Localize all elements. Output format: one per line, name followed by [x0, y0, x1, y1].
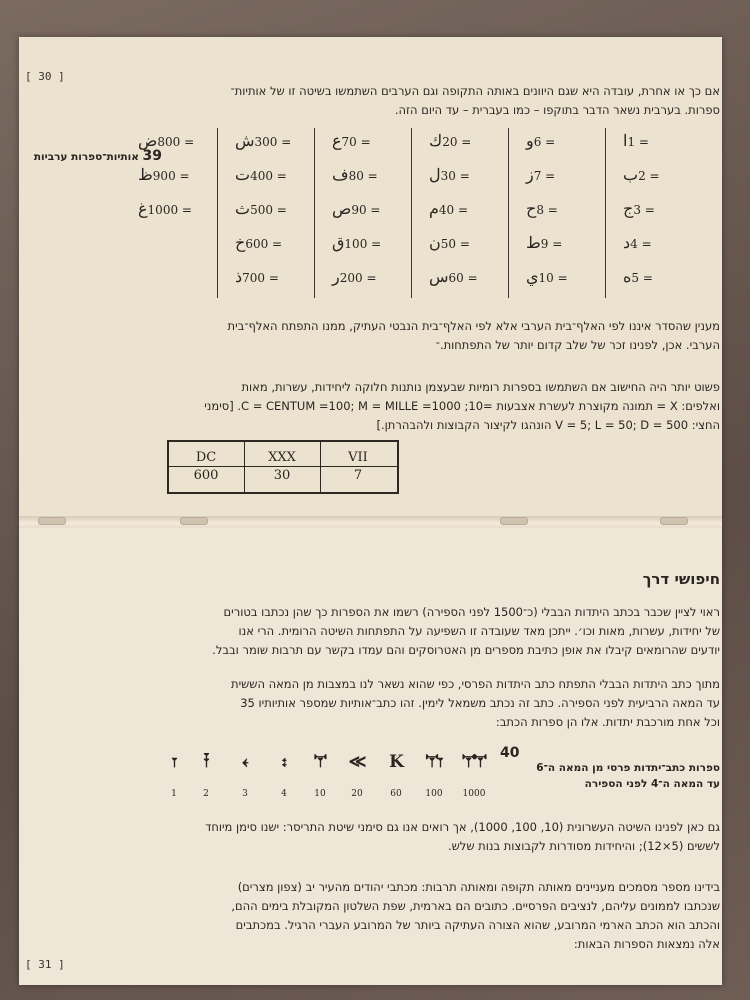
text-line: בידינו מספר מסמכים מעניינים מאותה תקופה ומאותה תרבות: מכתבי יהודים מהעיר יב (צפון מצרים) — [237, 880, 720, 894]
numeral-value: 700 = — [242, 271, 279, 285]
arabic-numeral-cell — [229, 198, 287, 220]
arabic-numeral-cell — [423, 164, 470, 186]
text-line: ואלפים: X = תמונה מקוצרת לעשרת אצבעות =10; C = CENTUM =100; M = MILLE =1000. [סימני — [204, 399, 720, 413]
roman-cell — [169, 442, 243, 492]
staple — [660, 517, 688, 525]
numeral-value: 8 = — [536, 203, 558, 217]
numeral-value: 20 = — [442, 135, 472, 149]
arabic-letter: س — [429, 267, 449, 286]
arabic-numeral-cell — [229, 266, 279, 288]
arabic-numeral-cell — [229, 164, 287, 186]
arabic-letter: ش — [235, 131, 255, 150]
text-line: וכל אחת מורכבת יתדות. אלו הן ספרות הכתב: — [495, 715, 720, 729]
arabic-numeral-cell — [423, 198, 468, 220]
column-divider — [508, 128, 509, 298]
arabic-numeral-cell — [326, 130, 371, 152]
numeral-value: 400 = — [250, 169, 287, 183]
arabic-numeral-cell — [229, 130, 291, 152]
arabic-numeral-cell — [132, 164, 190, 186]
arabic-numeral-cell — [617, 232, 652, 254]
arabic-letter: ح — [526, 199, 537, 218]
numeral-value: 80 = — [348, 169, 378, 183]
roman-numeral: XXX — [268, 450, 296, 465]
cuneiform-symbol: 𐏑 — [171, 752, 177, 772]
numeral-value: 6 = — [533, 135, 556, 149]
page-number-bottom: [ 31 ] — [25, 958, 65, 971]
numeral-value: 900 = — [152, 169, 190, 183]
arabic-letter: ا — [623, 131, 628, 150]
figure-40-caption — [510, 760, 720, 792]
roman-numeral: VII — [348, 450, 368, 465]
text-line: ראוי לציין שכבר בכתב היתדות הבבלי (כ־1500 לפני הספירה) רשמו את הספרות כך שהן נכתבו בטורים — [223, 605, 720, 619]
arabic-letter: د — [623, 233, 631, 252]
arabic-letter: ذ — [235, 267, 243, 286]
arabic-numeral-cell — [520, 164, 555, 186]
cuneiform-numeral — [456, 752, 492, 799]
cuneiform-value: 2 — [203, 789, 209, 799]
cuneiform-symbol: ≪ — [348, 752, 366, 772]
cuneiform-value: 1 — [171, 789, 177, 799]
arabic-numeral-cell — [423, 130, 471, 152]
numeral-value: 10 = — [538, 271, 568, 285]
cuneiform-symbol: 𐏕 — [314, 752, 326, 772]
figure-caption: אותיות־ספרות ערביות — [33, 151, 139, 163]
numeral-value: 40 = — [438, 203, 469, 217]
arabic-numeral-cell — [132, 130, 194, 152]
arabic-letter: ص — [332, 199, 352, 218]
numeral-value: 200 = — [339, 271, 377, 285]
page-number-top: [ 30 ] — [25, 70, 65, 83]
numeral-value: 60 = — [448, 271, 478, 285]
numeral-value: 5 = — [631, 271, 653, 285]
numeral-value: 90 = — [351, 203, 381, 217]
cuneiform-value: 3 — [242, 789, 248, 799]
arabic-letter: ط — [526, 233, 541, 252]
arabic-letter: ي — [526, 267, 539, 286]
arabic-numeral-cell — [229, 232, 282, 254]
arabic-letter: ت — [235, 165, 251, 184]
arabic-letter: ك — [429, 131, 443, 150]
arabic-letter: ه — [623, 267, 632, 286]
cuneiform-symbol: 𐏕𐏕 — [462, 752, 486, 772]
cuneiform-numeral — [227, 752, 263, 799]
cuneiform-numeral — [266, 752, 302, 799]
text-line: שנכתבו לממונים עליהם, לנציבים הפרסיים. כתובים הם בארמית, שפת השלטון המקובלת בימים ההם, — [231, 899, 720, 913]
column-divider — [314, 128, 315, 298]
column-divider — [217, 128, 218, 298]
staple — [180, 517, 208, 525]
roman-value: 600 — [193, 468, 219, 483]
arabic-numeral-cell — [326, 266, 377, 288]
text-line: מענין שהסדר איננו לפי האלף־בית הערבי אלא לפי האלף־בית הנבטי העתיק, ממנו התפתח האלף־בית — [227, 319, 720, 333]
cuneiform-value: 100 — [425, 789, 443, 799]
arabic-numeral-cell — [617, 164, 660, 186]
arabic-letter: ج — [623, 199, 634, 218]
arabic-letter: ب — [623, 165, 639, 184]
arabic-numeral-cell — [326, 232, 381, 254]
arabic-letter: ر — [332, 267, 340, 286]
arabic-numeral-cell — [520, 232, 562, 254]
cuneiform-symbol: 𐏕𐏑 — [425, 752, 443, 772]
arabic-letter: خ — [235, 233, 246, 252]
roman-cell — [321, 442, 395, 492]
cuneiform-symbol: K — [389, 752, 403, 772]
section-heading: חיפושי דרך — [642, 570, 720, 588]
numeral-value: 500 = — [250, 203, 287, 217]
arabic-numeral-cell — [520, 266, 568, 288]
arabic-letter: غ — [138, 199, 148, 218]
cuneiform-value: 60 — [390, 789, 402, 799]
text-line: יודעים שהרומאים קיבלו את אופן כתיבת מספרים מן האטרוסקים והם עמדו בקשר עם תרבות שומר ובבל. — [212, 643, 720, 657]
numeral-value: 300 = — [254, 135, 292, 149]
paragraph-b2 — [70, 675, 720, 732]
cuneiform-numeral — [302, 752, 338, 799]
arabic-letter: ث — [235, 199, 251, 218]
text-line: עד המאה הרביעית לפני הספירה. כתב זה נכתב משמאל לימין. זהו כתב־אותיות שמספר אותיותיו 35 — [240, 696, 720, 710]
numeral-value: 4 = — [630, 237, 652, 251]
arabic-numeral-cell — [617, 198, 655, 220]
arabic-letter: ن — [429, 233, 441, 252]
text-line: של יחידות, עשרות, מאות וכו׳. ייתכן מאד שעובדה זו השפיעה על התפתחות השיטה הרומית. הרי אנו — [238, 624, 720, 638]
intro-paragraph — [80, 82, 720, 120]
arabic-letter: ق — [332, 233, 345, 252]
cuneiform-numeral — [156, 752, 192, 799]
cuneiform-symbol: 𐏓 — [242, 752, 248, 772]
paragraph-3 — [80, 378, 720, 435]
numeral-value: 800 = — [157, 135, 195, 149]
paragraph-b1 — [70, 603, 720, 660]
arabic-numeral-cell — [326, 198, 380, 220]
numeral-value: 1000 = — [147, 203, 192, 217]
numeral-value: 50 = — [440, 237, 470, 251]
cuneiform-numeral — [188, 752, 224, 799]
numeral-value: 3 = — [633, 203, 655, 217]
arabic-numeral-cell — [423, 266, 478, 288]
arabic-numeral-cell — [617, 130, 649, 152]
roman-numeral: DC — [195, 450, 217, 465]
roman-value: 7 — [353, 468, 363, 483]
text-line: אם כך או אחרת, עובדה היא שגם היוונים באותה התקופה וגם הערבים השתמשו בשיטה זו של אותיות־ — [230, 84, 720, 98]
arabic-numeral-cell — [326, 164, 378, 186]
text-line: הערבי. אכן, לפנינו זכר של שלב קדום יותר של התפתחות.־ — [435, 338, 720, 352]
caption-line: עד המאה ה־4 לפני הספירה — [584, 778, 720, 790]
numeral-value: 7 = — [533, 169, 556, 183]
text-line: אלה נמצאות הספרות הבאות: — [573, 937, 720, 951]
text-line: החצי: V = 5; L = 50; D = 500 הונהגו לקיצור הקבוצות ולהבהרתן.] — [376, 418, 720, 432]
text-line: מתוך כתב היתדות הבבלי התפתח כתב היתדות הפרסי, כפי שהוא נשאר לנו במצבות מן המאה הששית — [231, 677, 720, 691]
staple — [500, 517, 528, 525]
paragraph-b4 — [70, 878, 720, 954]
arabic-numeral-cell — [617, 266, 653, 288]
staple — [38, 517, 66, 525]
arabic-letter: ز — [526, 165, 534, 184]
roman-cell — [245, 442, 319, 492]
cuneiform-value: 20 — [351, 789, 363, 799]
book-fold — [19, 516, 722, 528]
column-divider — [411, 128, 412, 298]
arabic-letter: م — [429, 199, 439, 218]
roman-numerals-table — [167, 440, 399, 494]
cuneiform-value: 4 — [281, 789, 287, 799]
paragraph-b3 — [70, 818, 720, 856]
caption-line: ספרות כתב־יתדות פרסי מן המאה ה־6 — [536, 762, 720, 774]
figure-number: 39 — [142, 148, 162, 164]
cuneiform-symbol: 𐏒 — [203, 752, 209, 772]
numeral-value: 70 = — [341, 135, 371, 149]
arabic-numeral-cell — [132, 198, 192, 220]
text-line: ספרות. בערבית נשאר הדבר בתוקפו – כמו בעברית – עד היום הזה. — [394, 103, 720, 117]
cuneiform-numeral — [378, 752, 414, 799]
arabic-letter: ف — [332, 165, 349, 184]
arabic-numeral-cell — [520, 198, 558, 220]
paragraph-2 — [80, 317, 720, 355]
arabic-letter: ظ — [138, 165, 153, 184]
cuneiform-numeral — [339, 752, 375, 799]
figure-40-number — [500, 745, 700, 761]
figure-number: 40 — [500, 745, 520, 761]
text-line: פשוט יותר היה החישוב אם השתמשו בספרות רומיות שבעצמן נותנות חלוקה ליחידות, עשרות, מאות — [241, 380, 720, 394]
roman-value: 30 — [273, 468, 291, 483]
numeral-value: 9 = — [540, 237, 563, 251]
arabic-letter: و — [526, 131, 534, 150]
numeral-value: 100 = — [344, 237, 382, 251]
cuneiform-value: 10 — [314, 789, 326, 799]
arabic-letter: ض — [138, 131, 158, 150]
text-line: והכתב הוא הכתב הארמי המרובע, שהוא הצורה העתיקה ביותר של המרובע העברי הרגיל. במכתבים — [235, 918, 720, 932]
arabic-letter: ل — [429, 165, 441, 184]
arabic-numeral-cell — [423, 232, 470, 254]
arabic-numeral-cell — [520, 130, 555, 152]
text-line: לששים (5×12); והיחידות מסודרות לקבוצות בנות שלש. — [448, 839, 720, 853]
numeral-value: 600 = — [245, 237, 283, 251]
numeral-value: 30 = — [440, 169, 470, 183]
arabic-letter: ع — [332, 131, 342, 150]
column-divider — [605, 128, 606, 298]
numeral-value: 1 = — [627, 135, 649, 149]
text-line: גם כאן לפנינו השיטה העשרונית (10, 100, 1000), אך רואים אנו גם סימני שיטת התריסר: ישנו סימן מיוחד — [205, 820, 720, 834]
cuneiform-symbol: 𐏔 — [282, 752, 286, 772]
cuneiform-numeral — [416, 752, 452, 799]
numeral-value: 2 = — [638, 169, 660, 183]
cuneiform-value: 1000 — [462, 789, 486, 799]
